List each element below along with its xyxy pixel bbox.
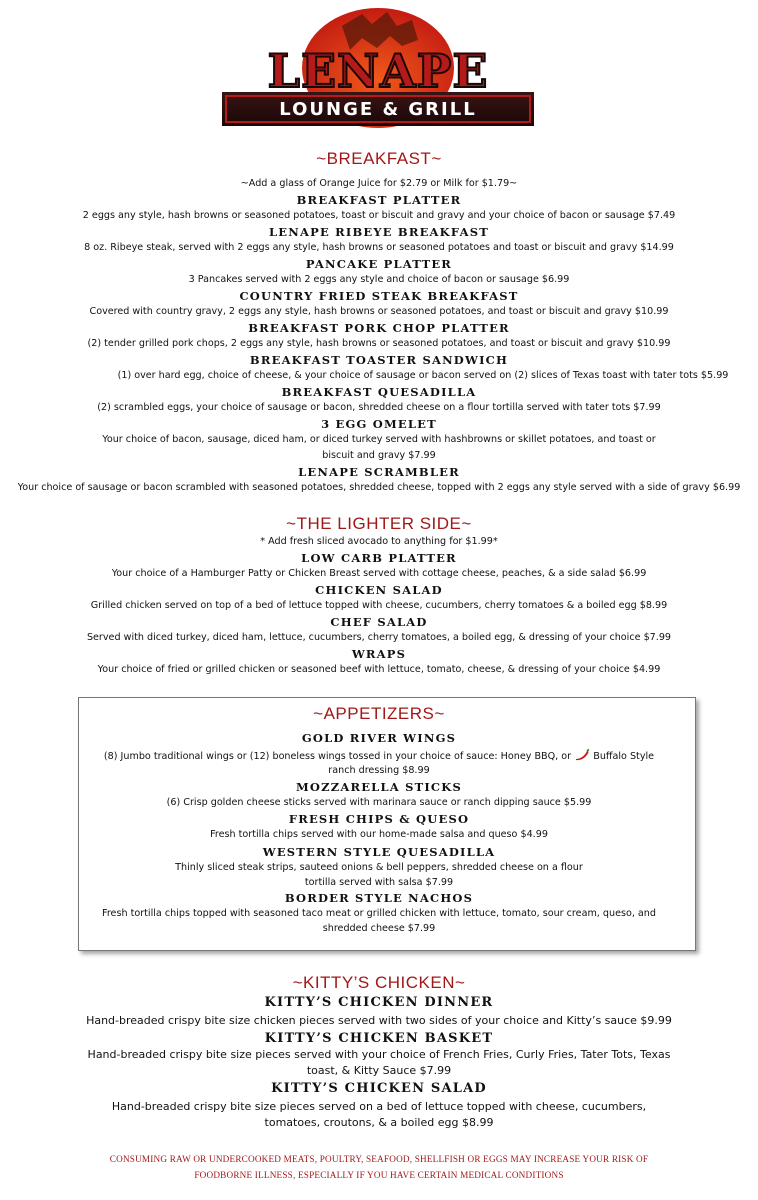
menu-item-desc: (2) scrambled eggs, your choice of sausage or bacon, shredded cheese on a flour tortilla served with tater tots $7.99 <box>97 402 661 413</box>
breakfast-note: ~Add a glass of Orange Juice for $2.79 or Milk for $1.79~ <box>240 178 518 189</box>
menu-item-name: MOZZARELLA STICKS <box>296 780 462 794</box>
menu-item-desc <box>0 748 758 762</box>
menu-item-desc: Hand-breaded crispy bite size pieces served with your choice of French Fries, Curly Fries, Tater Tots, Texas <box>87 1048 671 1061</box>
logo-name: LENAPE <box>267 44 489 98</box>
menu-item-desc: Hand-breaded crispy bite size chicken pieces served with two sides of your choice and Kitty’s sauce $9.99 <box>86 1014 672 1027</box>
menu-item-name: PANCAKE PLATTER <box>305 257 453 271</box>
menu-item-desc: Your choice of bacon, sausage, diced ham, or diced turkey served with hashbrowns or skillet potatoes, and toast or <box>102 434 656 445</box>
menu-item-desc: Your choice of fried or grilled chicken or seasoned beef with lettuce, tomato, cheese, & dressing of your choice $4.99 <box>97 664 661 675</box>
menu-item-desc: Hand-breaded crispy bite size pieces served on a bed of lettuce topped with cheese, cucumbers, <box>111 1100 647 1113</box>
menu-item-desc: Grilled chicken served on top of a bed of lettuce topped with cheese, cucumbers, cherry tomatoes & a boiled egg $8.99 <box>90 600 668 611</box>
menu-item-name: LENAPE RIBEYE BREAKFAST <box>269 225 489 239</box>
menu-item-name: BREAKFAST TOASTER SANDWICH <box>249 353 509 367</box>
menu-item-name: KITTY’S CHICKEN BASKET <box>264 1031 494 1046</box>
menu-item-desc: Your choice of a Hamburger Patty or Chicken Breast served with cottage cheese, peaches, & a side salad $6.99 <box>111 568 647 579</box>
menu-item-name: CHICKEN SALAD <box>315 583 443 597</box>
menu-item-name: 3 EGG OMELET <box>321 417 437 431</box>
menu-item-desc: Served with diced turkey, diced ham, lettuce, cucumbers, cherry tomatoes, a boiled egg, & dressing of your choice $7.99 <box>86 632 672 643</box>
wings-desc-part-a: (8) Jumbo traditional wings or (12) boneless wings tossed in your choice of sauce: Honey BBQ, or <box>103 751 572 762</box>
menu-item-name: KITTY’S CHICKEN SALAD <box>271 1081 487 1096</box>
logo-tagline: LOUNGE & GRILL <box>279 99 477 120</box>
menu-item-name: WESTERN STYLE QUESADILLA <box>262 845 496 859</box>
kittys-chicken-title: ~KITTY’S CHICKEN~ <box>292 973 466 992</box>
chili-pepper-icon <box>574 748 590 761</box>
menu-item-desc: Covered with country gravy, 2 eggs any style, hash browns or seasoned potatoes, and toast or biscuit and gravy $10.99 <box>89 306 669 317</box>
menu-item-desc: shredded cheese $7.99 <box>322 923 436 934</box>
warning-line: FOODBORNE ILLNESS, ESPECIALLY IF YOU HAVE CERTAIN MEDICAL CONDITIONS <box>194 1170 564 1180</box>
menu-item-desc: ranch dressing $8.99 <box>328 765 430 776</box>
menu-item-desc: tortilla served with salsa $7.99 <box>304 877 454 888</box>
lighter-side-title: ~THE LIGHTER SIDE~ <box>286 514 472 533</box>
menu-item-desc: biscuit and gravy $7.99 <box>322 450 436 461</box>
menu-item-desc: 3 Pancakes served with 2 eggs any style and choice of bacon or sausage $6.99 <box>188 274 570 285</box>
wings-desc-part-b: Buffalo Style <box>593 751 655 762</box>
menu-item-desc: (6) Crisp golden cheese sticks served with marinara sauce or ranch dipping sauce $5.99 <box>166 797 592 808</box>
menu-item-desc: tomatoes, croutons, & a boiled egg $8.99 <box>264 1116 494 1129</box>
restaurant-logo <box>222 6 534 128</box>
menu-item-name: FRESH CHIPS & QUESO <box>288 812 470 826</box>
appetizers-title: ~APPETIZERS~ <box>313 704 445 723</box>
menu-item-desc: (2) tender grilled pork chops, 2 eggs any style, hash browns or seasoned potatoes, and toast or biscuit and gravy $10.99 <box>87 338 671 349</box>
menu-item-desc: 8 oz. Ribeye steak, served with 2 eggs any style, hash browns or seasoned potatoes and toast or biscuit and gravy $14.99 <box>84 242 674 253</box>
warning-line: CONSUMING RAW OR UNDERCOOKED MEATS, POULTRY, SEAFOOD, SHELLFISH OR EGGS MAY INCREASE YOUR RISK OF <box>109 1154 649 1164</box>
menu-item-desc: toast, & Kitty Sauce $7.99 <box>306 1064 452 1077</box>
menu-item-desc: (1) over hard egg, choice of cheese, & your choice of sausage or bacon served on (2) slices of Texas toast with tater tots $5.99 <box>117 370 729 381</box>
lighter-side-note: * Add fresh sliced avocado to anything for $1.99* <box>260 536 498 547</box>
menu-item-name: BREAKFAST PLATTER <box>296 193 462 207</box>
menu-item-name: LOW CARB PLATTER <box>301 551 457 565</box>
menu-item-desc: Thinly sliced steak strips, sauteed onions & bell peppers, shredded cheese on a flour <box>175 862 583 873</box>
menu-item-name: GOLD RIVER WINGS <box>301 731 457 745</box>
menu-item-name: CHEF SALAD <box>330 615 428 629</box>
menu-item-name: BREAKFAST QUESADILLA <box>281 385 477 399</box>
menu-item-name: WRAPS <box>351 647 407 661</box>
menu-item-desc: Your choice of sausage or bacon scrambled with seasoned potatoes, shredded cheese, topped with 2 eggs any style served with a side of gravy $6.99 <box>17 482 741 493</box>
menu-item-desc: Fresh tortilla chips served with our home-made salsa and queso $4.99 <box>210 829 548 840</box>
menu-item-name: BORDER STYLE NACHOS <box>284 891 474 905</box>
menu-item-desc: Fresh tortilla chips topped with seasoned taco meat or grilled chicken with lettuce, tomato, sour cream, queso, and <box>102 908 656 919</box>
menu-item-name: COUNTRY FRIED STEAK BREAKFAST <box>239 289 519 303</box>
menu-item-name: KITTY’S CHICKEN DINNER <box>264 995 494 1010</box>
breakfast-title: ~BREAKFAST~ <box>316 149 442 168</box>
menu-item-desc: 2 eggs any style, hash browns or seasoned potatoes, toast or biscuit and gravy and your choice of bacon or sausage $7.49 <box>82 210 676 221</box>
menu-item-name: BREAKFAST PORK CHOP PLATTER <box>248 321 510 335</box>
menu-item-name: LENAPE SCRAMBLER <box>298 465 460 479</box>
